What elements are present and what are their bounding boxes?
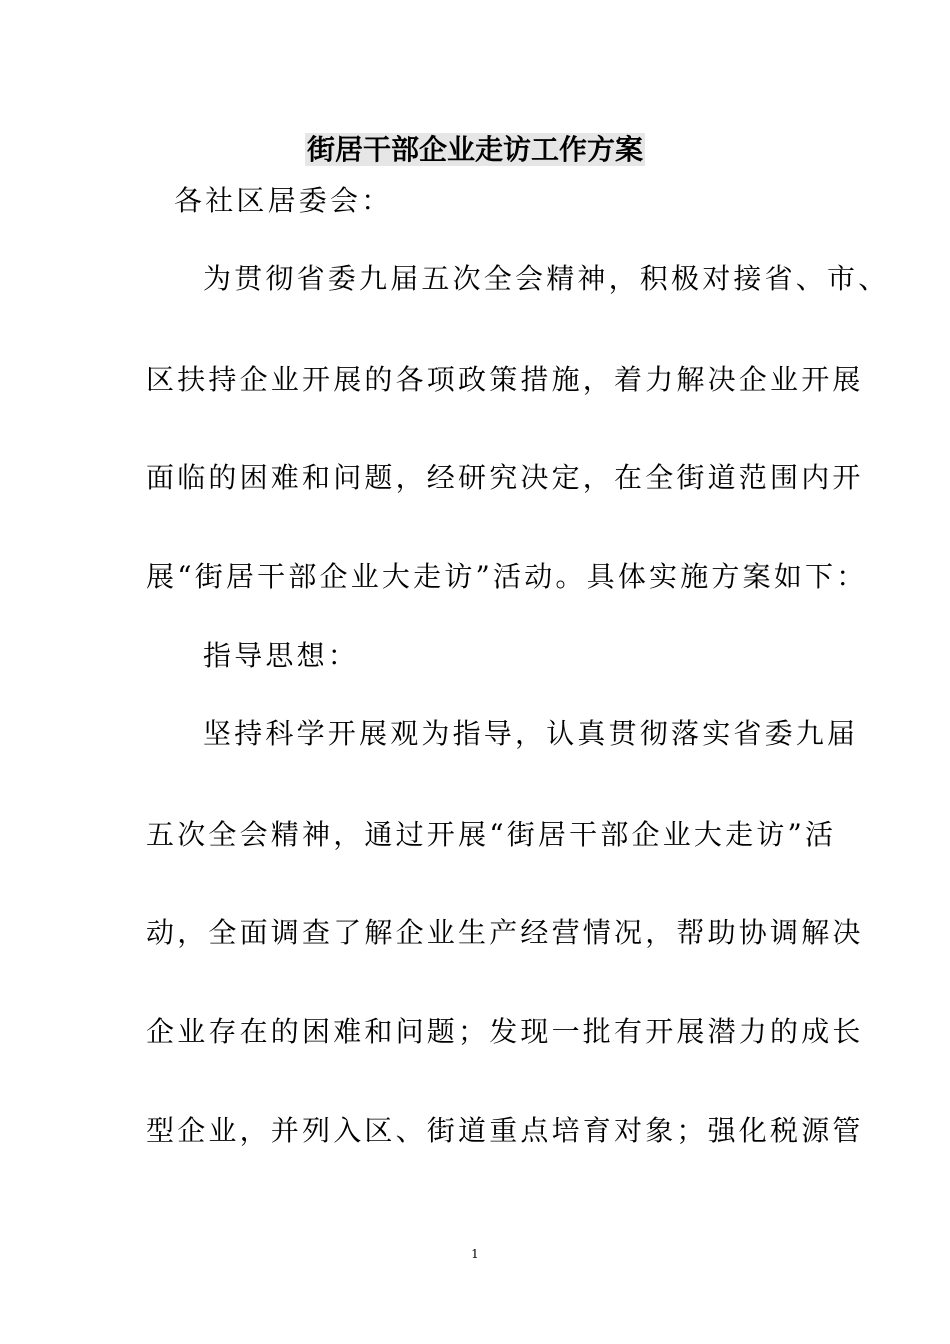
page-number: 1 — [471, 1247, 479, 1261]
salutation: 各社区居委会： — [174, 184, 393, 217]
paragraph-line: 坚持科学开展观为指导，认真贯彻落实省委九届 — [203, 717, 859, 750]
paragraph-line: 型企业，并列入区、街道重点培育对象；强化税源管 — [146, 1114, 864, 1147]
document-title — [0, 132, 950, 168]
paragraph-line: 为贯彻省委九届五次全会精神，积极对接省、市、 — [203, 262, 890, 295]
paragraph-line: 展“街居干部企业大走访”活动。具体实施方案如下： — [146, 560, 868, 593]
paragraph-line: 区扶持企业开展的各项政策措施，着力解决企业开展 — [146, 363, 864, 396]
paragraph-line: 五次全会精神，通过开展“街居干部企业大走访”活 — [146, 818, 837, 851]
paragraph-line: 动，全面调查了解企业生产经营情况，帮助协调解决 — [146, 916, 864, 949]
section-heading: 指导思想： — [203, 639, 360, 672]
document-title-text: 街居干部企业走访工作方案 — [306, 133, 643, 166]
paragraph-line: 面临的困难和问题，经研究决定，在全街道范围内开 — [146, 461, 864, 494]
paragraph-line: 企业存在的困难和问题；发现一批有开展潜力的成长 — [146, 1015, 864, 1048]
